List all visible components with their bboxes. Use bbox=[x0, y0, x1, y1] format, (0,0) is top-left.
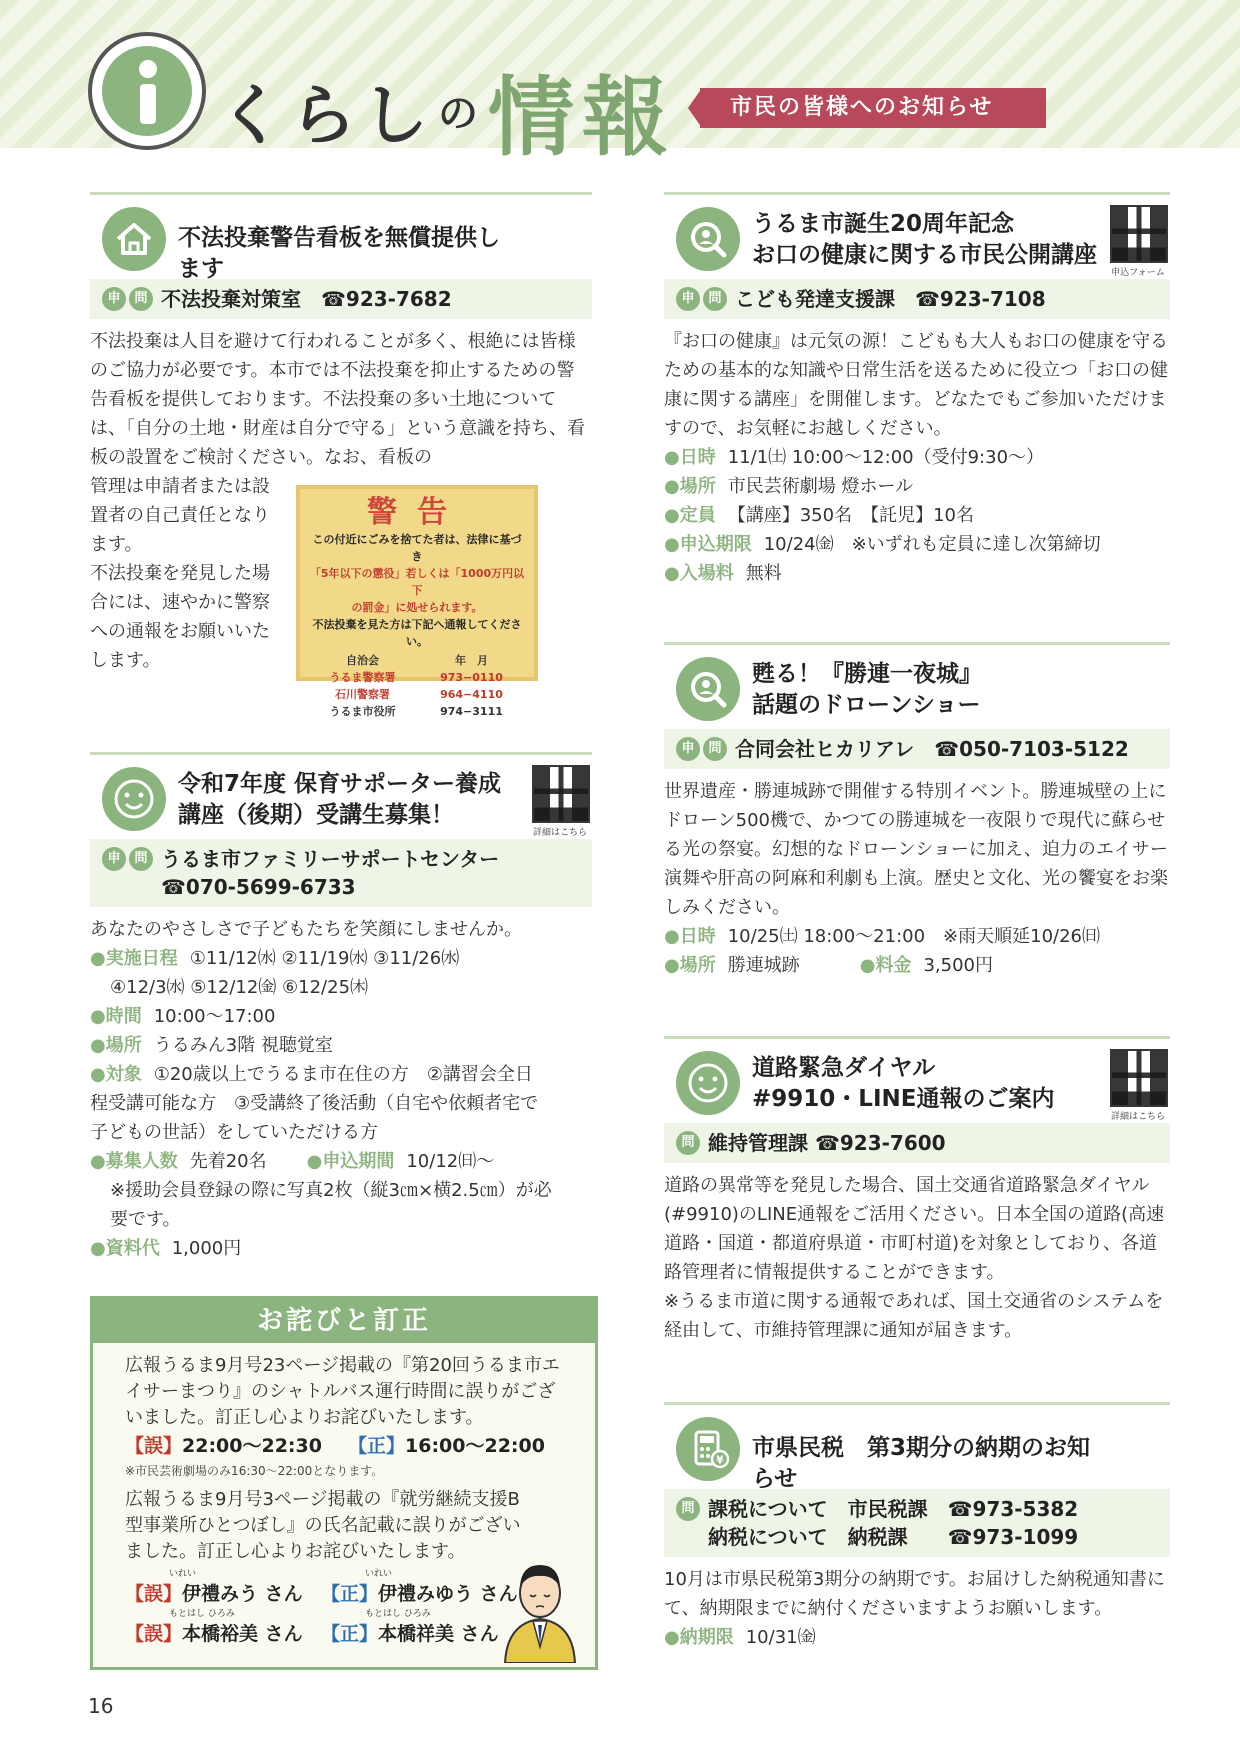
info-item bbox=[664, 922, 1170, 951]
wrong-tag: 【誤】 bbox=[125, 1435, 183, 1457]
sign-line: この付近にごみを捨てた者は、法律に基づき bbox=[312, 533, 522, 563]
item-label: ● 申込期間 bbox=[307, 1151, 395, 1172]
header-banner: 市民の皆様へのお知らせ bbox=[700, 88, 1046, 128]
right-value: 16:00〜22:00 bbox=[405, 1435, 545, 1457]
correction-time-pair bbox=[125, 1431, 571, 1461]
contact-bar bbox=[90, 279, 592, 319]
sign-title: 警告 bbox=[367, 495, 467, 530]
intro-text: あなたのやさしさで子どもたちを笑顔にしませんか。 bbox=[90, 919, 522, 940]
apologizing-person-illustration bbox=[497, 1549, 583, 1663]
item-value: 先着20名 bbox=[189, 1151, 267, 1172]
apply-badge: 申 bbox=[676, 737, 700, 761]
item-value: 10/25㈯ 18:00〜21:00 ※雨天順延10/26㈰ bbox=[727, 926, 1101, 947]
item-value: 1,000円 bbox=[171, 1238, 242, 1259]
correction-title: お詫びと訂正 bbox=[93, 1299, 595, 1343]
item-value: 【講座】350名 【託児】10名 bbox=[727, 505, 974, 526]
section-road-emergency bbox=[664, 1036, 1170, 1356]
item-label: ● 実施日程 bbox=[90, 948, 178, 969]
item-label: ● 資料代 bbox=[90, 1238, 160, 1259]
item-value: 3,500円 bbox=[923, 955, 993, 976]
section-title bbox=[752, 659, 1100, 721]
item-label: ● 日時 bbox=[664, 926, 716, 947]
wrong-value: 本橋裕美 さん bbox=[182, 1623, 303, 1645]
qr-label: 申込フォーム bbox=[1111, 268, 1165, 278]
contact-bar bbox=[664, 729, 1170, 769]
right-value: 伊禮みゆう さん bbox=[378, 1583, 518, 1605]
section-title bbox=[752, 209, 1100, 271]
title-line: うるま市誕生20周年記念 bbox=[752, 211, 1015, 237]
right-tag: 【正】 bbox=[347, 1435, 405, 1457]
smile-icon bbox=[102, 767, 166, 831]
page-title-kurashi: くらし bbox=[218, 77, 434, 154]
page-title-jouhou: 情報 bbox=[488, 68, 676, 168]
section-title: 不法投棄警告看板を無償提供します bbox=[178, 225, 500, 282]
info-item bbox=[90, 1205, 592, 1234]
sign-cell: うるま警察署 bbox=[329, 671, 396, 684]
item-value: 程受講可能な方 ③受講終了後活動（自宅や依頼者宅で bbox=[90, 1093, 539, 1114]
item-value: ④12/3㈬ ⑤12/12㈮ ⑥12/25㈭ bbox=[110, 977, 369, 998]
sign-line: の罰金」に処せられます。 bbox=[351, 601, 483, 614]
contact-bar bbox=[664, 1489, 1170, 1557]
note: ※市民芸術劇場のみ16:30〜22:00となります。 bbox=[125, 1464, 384, 1478]
search-icon bbox=[676, 207, 740, 271]
wrong-tag: 【誤】 bbox=[125, 1583, 183, 1605]
item-value: 11/1㈯ 10:00〜12:00（受付9:30〜） bbox=[727, 447, 1045, 468]
search-icon bbox=[676, 657, 740, 721]
qr-code[interactable] bbox=[1110, 1049, 1168, 1107]
wrong-tag: 【誤】 bbox=[125, 1623, 183, 1645]
title-line: 甦る！『勝連一夜城』 bbox=[752, 661, 982, 687]
smile-icon bbox=[676, 1051, 740, 1115]
section-illegal-dumping bbox=[90, 192, 592, 718]
item-label: ● 入場料 bbox=[664, 563, 734, 584]
apply-badge: 申 bbox=[676, 287, 700, 311]
title-line: お口の健康に関する市民公開講座 bbox=[752, 242, 1097, 268]
page-number: 16 bbox=[88, 1694, 114, 1718]
right-tag: 【正】 bbox=[321, 1583, 379, 1605]
info-item bbox=[90, 1031, 592, 1060]
contact-text: 課税について 市民税課 ☎973-5382 bbox=[708, 1497, 1079, 1521]
info-item bbox=[90, 973, 592, 1002]
info-item bbox=[90, 1060, 592, 1089]
inquiry-badge: 問 bbox=[676, 1131, 700, 1155]
info-icon bbox=[88, 32, 206, 150]
item-value: ①20歳以上でうるま市在住の方 ②講習会全日 bbox=[153, 1064, 533, 1085]
correction-box bbox=[90, 1296, 598, 1670]
info-item bbox=[664, 951, 1170, 980]
qr-label: 詳細はこちら bbox=[532, 828, 587, 838]
paragraph: 『お口の健康』は元気の源！こどもも大人もお口の健康を守るための基本的な知識や日常生活を送るために役立つ「お口の健康に関する講座」を開催します。どなたでもご参加いただけますので、お気軽にお越しください。 bbox=[664, 331, 1168, 439]
sign-cell: うるま市役所 bbox=[329, 705, 396, 718]
contact-text: こども発達支援課 ☎923-7108 bbox=[735, 287, 1046, 311]
svg-text:¥: ¥ bbox=[716, 1453, 724, 1467]
ruby-text: いれい bbox=[169, 1569, 197, 1579]
sign-line: 「5年以下の懲役」若しくは「1000万円以下 bbox=[309, 567, 525, 597]
contact-text: 不法投棄対策室 ☎923-7682 bbox=[161, 287, 452, 311]
contact-text: 合同会社ヒカリアレ ☎050-7103-5122 bbox=[735, 737, 1129, 761]
wrong-value: 22:00〜22:30 bbox=[182, 1435, 322, 1457]
section-resident-tax bbox=[664, 1402, 1170, 1672]
paragraph: 10月は市県民税第3期分の納期です。お届けした納税通知書にて、納期限までに納付くださいますようお願いします。 bbox=[664, 1569, 1165, 1619]
sign-cell: 年 月 bbox=[455, 654, 488, 667]
sign-line: 不法投棄を見た方は下記へ通報してください。 bbox=[312, 618, 522, 648]
paragraph: 道路の異常等を発見した場合、国土交通省道路緊急ダイヤル(#9910)のLINE通報をご活用ください。日本全国の道路(高速道路・国道・都道府県道・市町村道)を対象としており、各道路管理者に情報提供することができます。 bbox=[664, 1175, 1165, 1283]
item-label: ● 場所 bbox=[664, 476, 716, 497]
info-item bbox=[90, 1176, 592, 1205]
section-drone-show bbox=[664, 642, 1170, 1002]
item-value: 子どもの世話）をしていただける方 bbox=[90, 1122, 378, 1143]
warning-sign-photo bbox=[296, 485, 538, 718]
paragraph: 広報うるま9月号23ページ掲載の『第20回うるま市エイサーまつり』のシャトルバス運行時間に誤りがございました。訂正し心よりお詫びいたします。 bbox=[125, 1355, 560, 1428]
contact-bar bbox=[90, 839, 592, 907]
inquiry-badge: 問 bbox=[703, 287, 727, 311]
item-note: ※援助会員登録の際に写真2枚（縦3㎝×横2.5㎝）が必 bbox=[110, 1180, 552, 1201]
sign-cell: 自治会 bbox=[346, 654, 379, 667]
sign-cell: 石川警察署 bbox=[335, 688, 390, 701]
info-item bbox=[664, 472, 1170, 501]
qr-label: 詳細はこちら bbox=[1110, 1112, 1165, 1122]
paragraph: 世界遺産・勝連城跡で開催する特別イベント。勝連城壁の上にドローン500機で、かつての勝連城を一夜限りで現代に蘇らせる光の祭宴。幻想的なドローンショーに加え、迫力のエイサー演舞や肝高の阿麻和利劇も上演。歴史と文化、光の饗宴をお楽しみください。 bbox=[664, 781, 1168, 918]
right-tag: 【正】 bbox=[321, 1623, 379, 1645]
info-item bbox=[90, 1147, 592, 1176]
item-label: ● 定員 bbox=[664, 505, 716, 526]
item-value: ①11/12㈬ ②11/19㈬ ③11/26㈬ bbox=[189, 948, 460, 969]
apply-badge: 申 bbox=[102, 287, 126, 311]
contact-phone: ☎070-5699-6733 bbox=[161, 875, 356, 899]
info-item bbox=[90, 1089, 592, 1118]
apply-badge: 申 bbox=[102, 847, 126, 871]
inquiry-badge: 問 bbox=[676, 1497, 700, 1521]
item-value: 勝連城跡 bbox=[727, 955, 800, 976]
contact-text: 維持管理課 ☎923-7600 bbox=[708, 1131, 946, 1155]
paragraph: 不法投棄は人目を避けて行われることが多く、根絶には皆様のご協力が必要です。本市では不法投棄を抑止するための警告看板を提供しております。不法投棄の多い土地については、「自分の土地・財産は自分で守る」という意識を持ち、看板の設置をご検討ください。なお、看板の bbox=[90, 331, 585, 468]
info-item bbox=[90, 944, 592, 973]
info-item bbox=[90, 1002, 592, 1031]
item-label: ● 対象 bbox=[90, 1064, 142, 1085]
contact-bar bbox=[664, 279, 1170, 319]
item-value: 10:00〜17:00 bbox=[153, 1006, 276, 1027]
wrong-value: 伊禮みう さん bbox=[182, 1583, 303, 1605]
item-label: ● 料金 bbox=[860, 955, 912, 976]
info-item bbox=[90, 1118, 592, 1147]
item-value: 10/31㈮ bbox=[745, 1627, 816, 1648]
paragraph: ※うるま市道に関する通報であれば、国土交通省のシステムを経由して、市維持管理課に通知が届きます。 bbox=[664, 1291, 1164, 1341]
title-line: 道路緊急ダイヤル bbox=[752, 1055, 936, 1081]
title-line: 話題のドローンショー bbox=[752, 692, 981, 718]
inquiry-badge: 問 bbox=[703, 737, 727, 761]
paragraph: 不法投棄を発見した場合には、速やかに警察への通報をお願いいたします。 bbox=[90, 563, 270, 671]
contact-text: 納税について 納税課 ☎973-1099 bbox=[708, 1525, 1079, 1549]
qr-code[interactable] bbox=[1110, 205, 1168, 263]
item-label: ● 申込期限 bbox=[664, 534, 752, 555]
title-line: #9910・LINE通報のご案内 bbox=[752, 1086, 1055, 1112]
info-item bbox=[90, 1234, 592, 1263]
house-icon bbox=[102, 207, 166, 271]
sign-cell: 964−4110 bbox=[440, 688, 503, 701]
item-value: うるみん3階 視聴覚室 bbox=[153, 1035, 333, 1056]
item-value: 無料 bbox=[745, 563, 782, 584]
section-oral-health bbox=[664, 192, 1170, 612]
item-label: ● 納期限 bbox=[664, 1627, 734, 1648]
item-label: ● 募集人数 bbox=[90, 1151, 178, 1172]
section-childcare-course bbox=[90, 752, 592, 1282]
section-title bbox=[752, 1053, 1100, 1115]
section-title: 市県民税 第3期分の納期のお知らせ bbox=[752, 1435, 1091, 1492]
info-item bbox=[664, 501, 1170, 530]
contact-bar bbox=[664, 1123, 1170, 1163]
item-label: ● 場所 bbox=[90, 1035, 142, 1056]
ruby-text: もとはし ひろみ bbox=[365, 1609, 431, 1619]
info-item bbox=[664, 530, 1170, 559]
info-item bbox=[664, 559, 1170, 588]
item-note: 要です。 bbox=[110, 1209, 181, 1230]
calculator-icon bbox=[676, 1417, 740, 1481]
paragraph: 広報うるま9月号3ページ掲載の『就労継続支援B型事業所ひとつぼし』の氏名記載に誤りがございました。訂正し心よりお詫びいたします。 bbox=[125, 1489, 521, 1562]
item-value: 10/24㈮ ※いずれも定員に達し次第締切 bbox=[763, 534, 1101, 555]
item-value: 市民芸術劇場 燈ホール bbox=[727, 476, 914, 497]
item-label: ● 日時 bbox=[664, 447, 716, 468]
paragraph: 管理は申請者または設置者の自己責任となります。 bbox=[90, 476, 270, 555]
right-value: 本橋祥美 さん bbox=[378, 1623, 499, 1645]
inquiry-badge: 問 bbox=[129, 287, 153, 311]
sign-cell: 974−3111 bbox=[440, 705, 503, 718]
page-title-no: の bbox=[438, 91, 478, 137]
item-value: 10/12㈰〜 bbox=[406, 1151, 495, 1172]
info-item bbox=[664, 1623, 1170, 1652]
sign-cell: 973−0110 bbox=[440, 671, 503, 684]
qr-code[interactable] bbox=[532, 765, 590, 823]
ruby-text: いれい bbox=[365, 1569, 393, 1579]
info-item bbox=[664, 443, 1170, 472]
item-label: ● 場所 bbox=[664, 955, 716, 976]
ruby-text: もとはし ひろみ bbox=[169, 1609, 235, 1619]
contact-text: うるま市ファミリーサポートセンター bbox=[161, 847, 500, 871]
item-label: ● 時間 bbox=[90, 1006, 142, 1027]
inquiry-badge: 問 bbox=[129, 847, 153, 871]
section-title: 令和7年度 保育サポーター養成講座（後期）受講生募集！ bbox=[178, 771, 502, 828]
